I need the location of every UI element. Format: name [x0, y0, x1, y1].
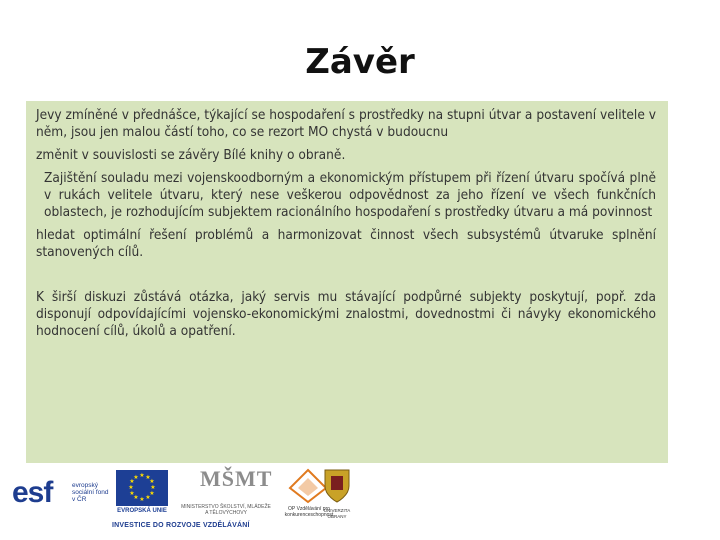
- university-caption: UNIVERZITA OBRANY: [323, 508, 351, 519]
- svg-text:★: ★: [139, 472, 145, 479]
- svg-text:★: ★: [149, 478, 155, 485]
- esf-logo: [12, 472, 109, 516]
- university-logo: [320, 468, 354, 522]
- svg-text:★: ★: [145, 474, 151, 481]
- msmt-logo: [180, 466, 273, 526]
- svg-text:★: ★: [150, 484, 156, 491]
- svg-text:★: ★: [128, 484, 134, 491]
- slide-title: Závěr: [305, 42, 415, 82]
- esf-logo-subtitle: evropský sociální fond v ČR: [72, 482, 109, 503]
- paragraph-2: změnit v souvislosti se závěry Bílé knihy o obraně.: [36, 147, 346, 163]
- eu-logo: [112, 470, 172, 522]
- eu-caption: EVROPSKÁ UNIE: [117, 508, 167, 514]
- paragraph-1: Jevy zmíněné v přednášce, týkající se hospodaření s prostředky na stupni útvar a postavení velitele v něm, jsou jen malou částí toho, co se rezort MO chystá v budoucnu: [36, 107, 656, 140]
- msmt-caption: MINISTERSTVO ŠKOLSTVÍ, MLÁDEŽE A TĚLOVÝCHOVY: [181, 504, 271, 516]
- paragraph-4: hledat optimální řešení problémů a harmonizovat činnost všech subsystémů útvaruke splnění stanovených cílů.: [36, 227, 656, 260]
- content-box: [26, 101, 668, 463]
- paragraph-5: K širší diskuzi zůstává otázka, jaký servis mu stávající podpůrné subjekty poskytují, popř. zda disponují odpovídajícími vojensko-ekonomickými znalostmi, dovednostmi či návyky ekonomického hodnocení cílů, úkolů a opatření.: [36, 289, 656, 339]
- investment-caption: INVESTICE DO ROZVOJE VZDĚLÁVÁNÍ: [112, 522, 250, 529]
- svg-text:★: ★: [145, 494, 151, 501]
- university-shield-icon: [323, 468, 351, 504]
- paragraph-3: Zajištění souladu mezi vojenskoodborným a ekonomickým přístupem při řízení útvaru spočívá plně v rukách velitele útvaru, který nese veškerou odpovědnost za jeho řízení ve všech funkčních oblastech, je rozhodujícím subjektem racionálního hospodaření s prostředky útvaru a má povinnost: [44, 170, 656, 220]
- esf-logo-text: esf: [12, 476, 53, 509]
- svg-text:★: ★: [133, 494, 139, 501]
- funding-logo-bar: [8, 466, 368, 538]
- op-vk-caption: OP Vzdělávání pro konkurenceschopnost: [284, 506, 334, 518]
- svg-text:★: ★: [149, 490, 155, 497]
- svg-text:★: ★: [133, 474, 139, 481]
- msmt-mark: MŠMT: [200, 466, 273, 491]
- eu-flag-icon: [116, 470, 168, 506]
- svg-text:★: ★: [139, 496, 145, 503]
- svg-text:★: ★: [129, 490, 135, 497]
- svg-text:★: ★: [129, 478, 135, 485]
